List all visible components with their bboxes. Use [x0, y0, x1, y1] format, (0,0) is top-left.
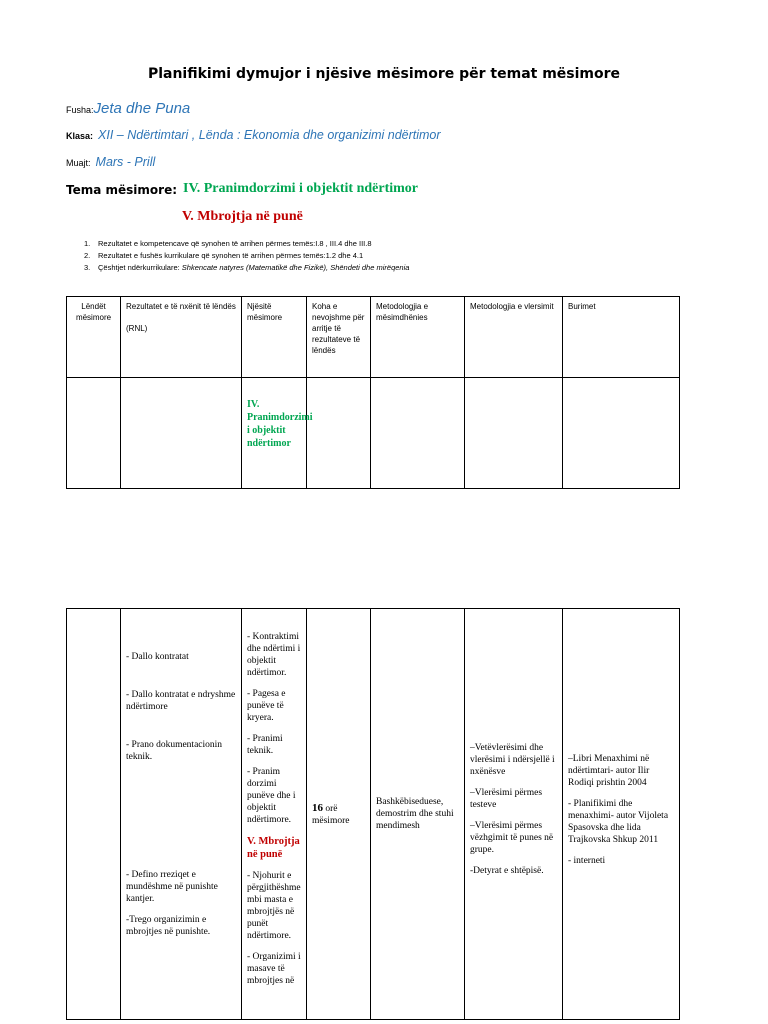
hours-number: 16: [312, 801, 323, 814]
teaching-cell: Bashkëbiseduese, demostrim dhe stuhi mendimesh: [371, 609, 465, 1020]
muajt-label: Muajt:: [66, 158, 91, 168]
header-row: [67, 297, 680, 378]
planning-table-body: [66, 608, 680, 1020]
note-item: 2. Rezultatet e fushës kurrikulare që synohen të arrihen përmes temës:1.2 dhe 4.1: [84, 251, 364, 260]
section-heading-v: V. Mbrojtja në punë: [247, 836, 300, 860]
sources-cell: [563, 609, 680, 1020]
col-header-results: Rezultatet e të nxënit të lëndës (RNL): [121, 297, 242, 378]
document-title: Planifikimi dymujor i njësive mësimore për temat mësimore: [147, 66, 621, 82]
result-item: -Trego organizimin e mbrojtjes në punishte.: [126, 915, 211, 937]
source-item: - Planifikimi dhe menaxhimi- autor Vijoleta Spasovska dhe lida Trajkovska Shkup 2011: [568, 798, 669, 845]
results-cell: [121, 609, 242, 1020]
source-item: –Libri Menaxhimi në ndërtimtari- autor Ilir Rodiqi prishtin 2004: [568, 753, 650, 788]
theme-v: V. Mbrojtja në punë: [182, 209, 303, 224]
hours-text: orë mësimore: [312, 803, 350, 826]
assessment-cell: [465, 609, 563, 1020]
fusha-label: Fusha:: [66, 105, 94, 115]
muajt-value: Mars - Prill: [95, 155, 156, 169]
assessment-item: –Vlerësimi përmes vëzhgimit të punes në grupe.: [470, 821, 554, 855]
fusha-row: [66, 100, 190, 117]
col-header-units: Njësitë mësimore: [242, 297, 307, 378]
note-item: 1. Rezultatet e kompetencave që synohen të arrihen përmes temës:I.8 , III.4 dhe III.8: [84, 239, 372, 248]
assessment-item: -Detyrat e shtëpisë.: [470, 866, 544, 876]
col-header-time: Koha e nevojshme për arritje të rezultateve të lëndës: [307, 297, 371, 378]
result-item: - Defino rreziqet e mundëshme në punishte kantjer.: [126, 870, 218, 904]
muajt-row: [66, 155, 155, 169]
assessment-item: –Vetëvlerësimi dhe vlerësimi i ndërsjellë i nxënësve: [470, 743, 555, 777]
col-header-sources: Burimet: [563, 297, 680, 378]
planning-table-header: [66, 296, 680, 489]
klasa-value: XII – Ndërtimtari , Lënda : Ekonomia dhe organizimi ndërtimor: [98, 128, 441, 142]
unit-item: - Pagesa e punëve të kryera.: [247, 689, 286, 723]
klasa-row: [66, 128, 441, 142]
unit-item: - Pranim dorzimi punëve dhe i objektit ndërtimore.: [247, 767, 296, 825]
fusha-value: Jeta dhe Puna: [93, 100, 191, 117]
klasa-label: Klasa:: [66, 131, 94, 141]
tema-label: Tema mësimore:: [66, 183, 178, 197]
col-header-teaching: Metodologjia e mësimdhënies: [371, 297, 465, 378]
unit-item: - Organizimi i masave të mbrojtjes në: [247, 952, 301, 986]
source-item: - interneti: [568, 855, 606, 866]
unit-item: - Njohurit e përgjithëshme mbi masta e mbrojtjës në punët ndërtimore.: [247, 871, 301, 941]
col-header-subjects: Lëndët mësimore: [67, 297, 121, 378]
row-theme-iv: IV. Pranimdorzimi i objektit ndërtimor: [242, 378, 307, 489]
table-row: [67, 378, 680, 489]
table-row: [67, 609, 680, 1020]
unit-item: - Pranimi teknik.: [247, 734, 283, 756]
result-item: - Dallo kontratat e ndryshme ndërtimore: [126, 690, 236, 712]
result-item: - Prano dokumentacionin teknik.: [126, 740, 223, 762]
col-header-assessment: Metodologjia e vlersimit: [465, 297, 563, 378]
assessment-item: –Vlerësimi përmes testeve: [470, 788, 543, 810]
time-cell: [307, 609, 371, 1020]
units-cell: [242, 609, 307, 1020]
notes-list: [84, 238, 409, 274]
result-item: - Dallo kontratat: [126, 652, 189, 662]
theme-iv: IV. Pranimdorzimi i objektit ndërtimor: [183, 181, 418, 196]
subjects-cell: [67, 609, 121, 1020]
unit-item: - Kontraktimi dhe ndërtimi i objektit ndërtimor.: [247, 632, 301, 678]
note-item: 3. Çështjet ndërkurrikulare: Shkencate natyres (Matematikë dhe Fizikë), Shëndeti dhe mirëqenia: [84, 263, 410, 272]
